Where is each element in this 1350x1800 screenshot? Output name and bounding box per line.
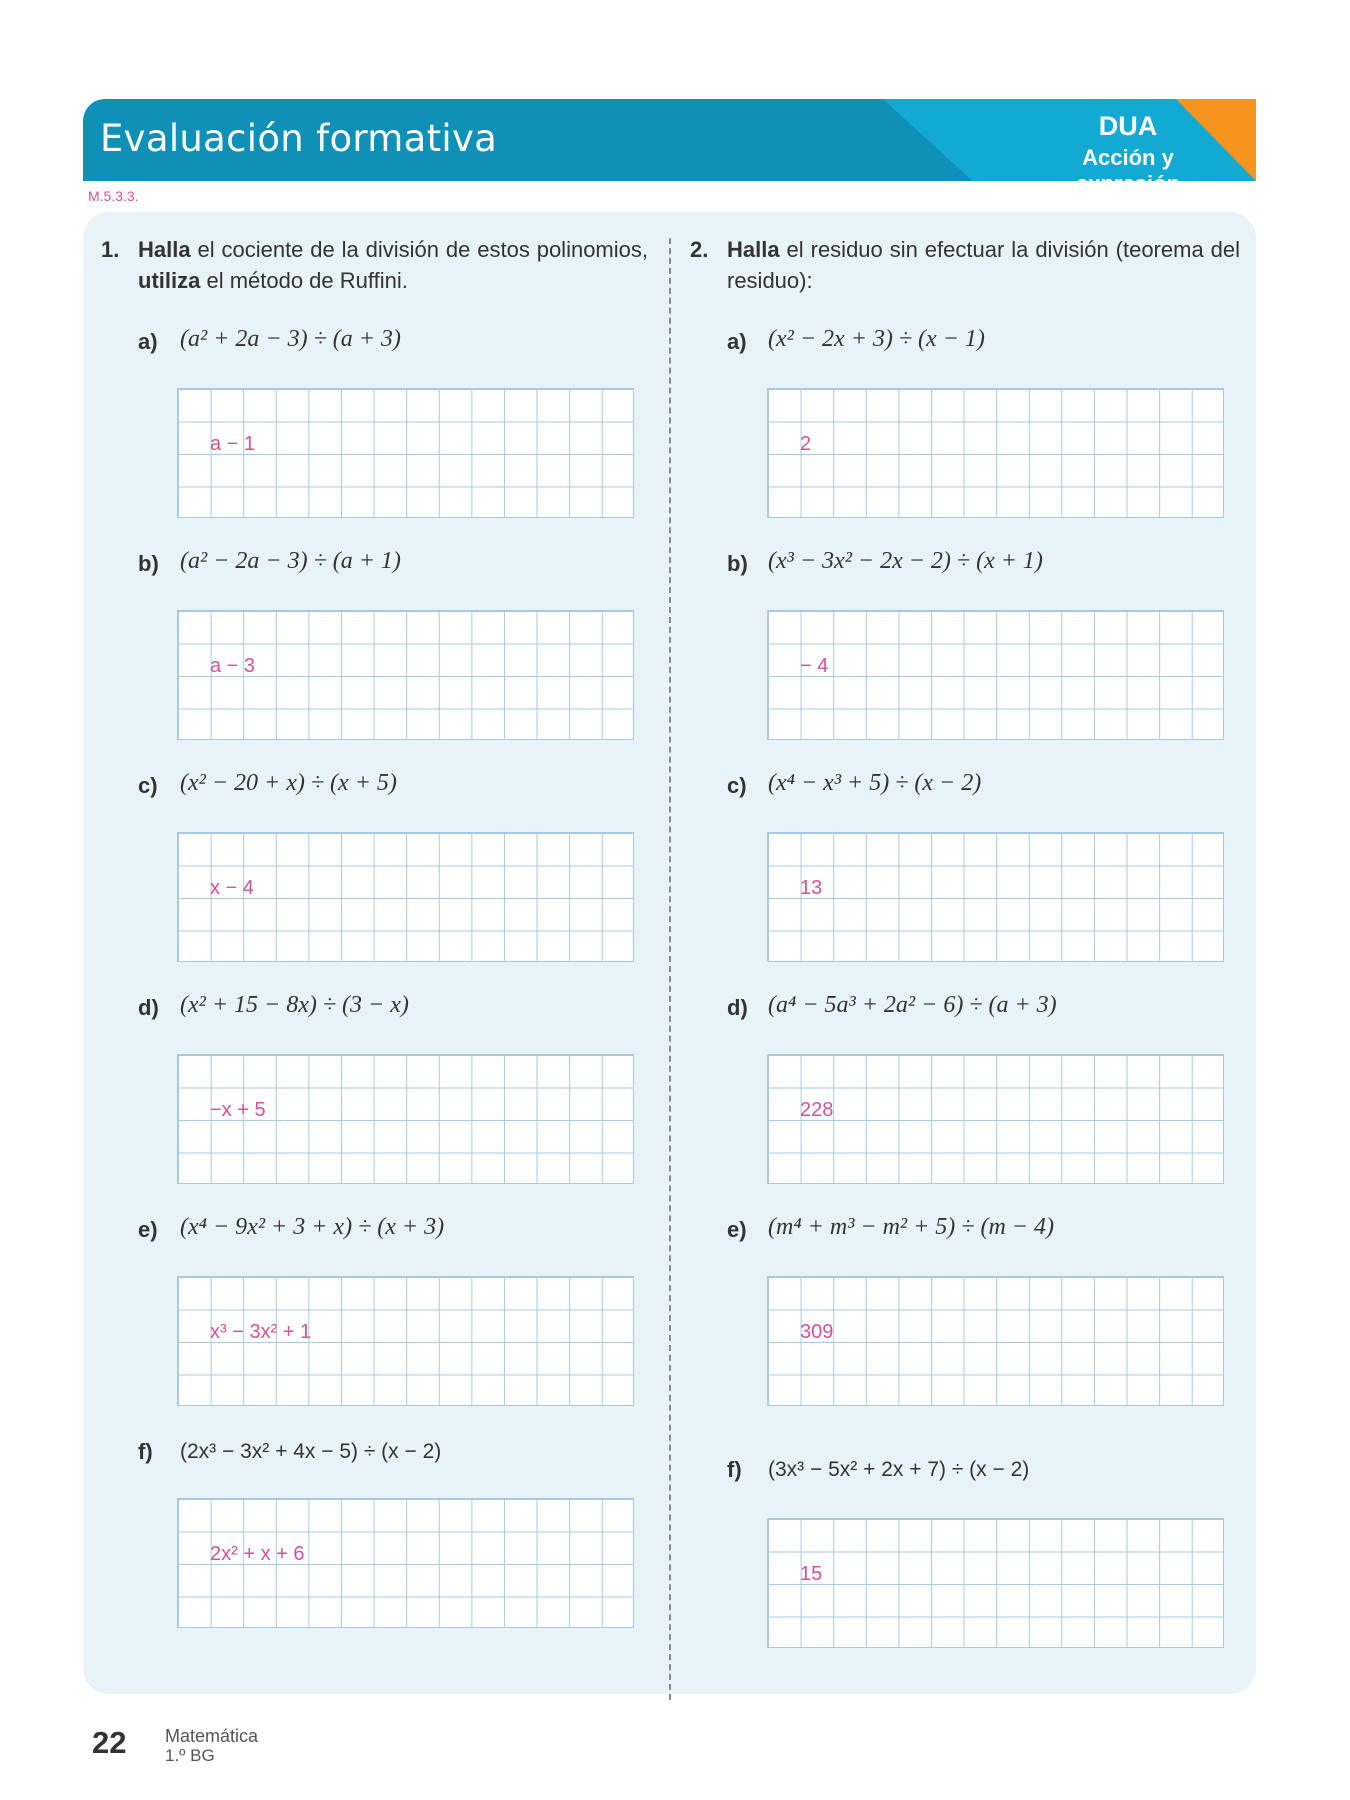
- handwritten-answer: − 4: [800, 655, 829, 677]
- handwritten-answer: 309: [800, 1321, 834, 1343]
- q1-item-expression: (a² − 2a − 3) ÷ (a + 1): [180, 548, 401, 574]
- q2-item-label: f): [727, 1457, 742, 1482]
- answer-grid[interactable]: [177, 832, 634, 962]
- q1-item-expression: (x⁴ − 9x² + 3 + x) ÷ (x + 3): [180, 1214, 445, 1240]
- answer-grid[interactable]: [177, 1276, 634, 1406]
- answer-grid[interactable]: [767, 388, 1224, 518]
- answer-grid[interactable]: [177, 388, 634, 518]
- handwritten-answer: 13: [800, 877, 823, 899]
- q2-item-label: c): [727, 773, 747, 798]
- handwritten-answer: a − 3: [210, 655, 256, 677]
- q1-item-expression: (a² + 2a − 3) ÷ (a + 3): [180, 326, 401, 352]
- handwritten-answer: −x + 5: [210, 1099, 266, 1121]
- question-2-instruction: [690, 234, 1240, 296]
- q1-item-label: c): [138, 773, 158, 798]
- column-divider: [669, 238, 671, 1700]
- curriculum-code: M.5.3.3.: [88, 188, 139, 204]
- q1-item-label: d): [138, 995, 159, 1020]
- handwritten-answer: x − 4: [210, 877, 254, 899]
- answer-grid[interactable]: [767, 610, 1224, 740]
- footer-subject: Matemática: [165, 1726, 259, 1746]
- q2-item-expression: (m⁴ + m³ − m² + 5) ÷ (m − 4): [768, 1214, 1054, 1240]
- q2-item-expression: (a⁴ − 5a³ + 2a² − 6) ÷ (a + 3): [768, 992, 1057, 1018]
- q1-item-label: b): [138, 551, 159, 576]
- answer-grid[interactable]: [177, 610, 634, 740]
- answer-grid[interactable]: [767, 1518, 1224, 1648]
- q2-item-label: d): [727, 995, 748, 1020]
- page-title: Evaluación formativa: [100, 117, 498, 160]
- q1-item-label: e): [138, 1217, 158, 1242]
- q2-item-expression: (x⁴ − x³ + 5) ÷ (x − 2): [768, 770, 982, 796]
- handwritten-answer: 228: [800, 1099, 834, 1121]
- answer-grid[interactable]: [767, 1276, 1224, 1406]
- answer-grid[interactable]: [177, 1498, 634, 1628]
- footer-grade: 1.º BG: [165, 1746, 215, 1765]
- handwritten-answer: 2: [800, 433, 812, 455]
- handwritten-answer: 15: [800, 1563, 823, 1585]
- q1-item-expression: (x² − 20 + x) ÷ (x + 5): [180, 770, 397, 796]
- q2-item-expression: (3x³ − 5x² + 2x + 7) ÷ (x − 2): [768, 1458, 1030, 1481]
- dua-title: DUA: [1098, 111, 1158, 141]
- q1-item-label: f): [138, 1439, 153, 1464]
- answer-grid[interactable]: [767, 1054, 1224, 1184]
- q2-item-expression: (x² − 2x + 3) ÷ (x − 1): [768, 326, 985, 352]
- q2-item-label: b): [727, 551, 748, 576]
- q2-item-expression: (x³ − 3x² − 2x − 2) ÷ (x + 1): [768, 548, 1043, 574]
- page-number: 22: [92, 1725, 127, 1760]
- question-2-number: 2.: [690, 237, 709, 262]
- question-1-instruction: [101, 234, 648, 296]
- q2-item-label: a): [727, 329, 747, 354]
- q1-item-expression: (2x³ − 3x² + 4x − 5) ÷ (x − 2): [180, 1440, 442, 1463]
- question-1-text: Halla el cociente de la división de estos polinomios, utiliza el método de Ruffini.: [138, 237, 648, 293]
- q1-item-label: a): [138, 329, 158, 354]
- handwritten-answer: x³ − 3x² + 1: [210, 1321, 312, 1343]
- handwritten-answer: 2x² + x + 6: [210, 1543, 305, 1565]
- dua-subtitle: Acción y expresión: [1076, 145, 1180, 196]
- handwritten-answer: a − 1: [210, 433, 256, 455]
- question-1-number: 1.: [101, 237, 120, 262]
- q1-item-expression: (x² + 15 − 8x) ÷ (3 − x): [180, 992, 409, 1018]
- answer-grid[interactable]: [177, 1054, 634, 1184]
- answer-grid[interactable]: [767, 832, 1224, 962]
- q2-item-label: e): [727, 1217, 747, 1242]
- question-2-text: Halla el residuo sin efectuar la división (teorema del residuo):: [727, 237, 1240, 293]
